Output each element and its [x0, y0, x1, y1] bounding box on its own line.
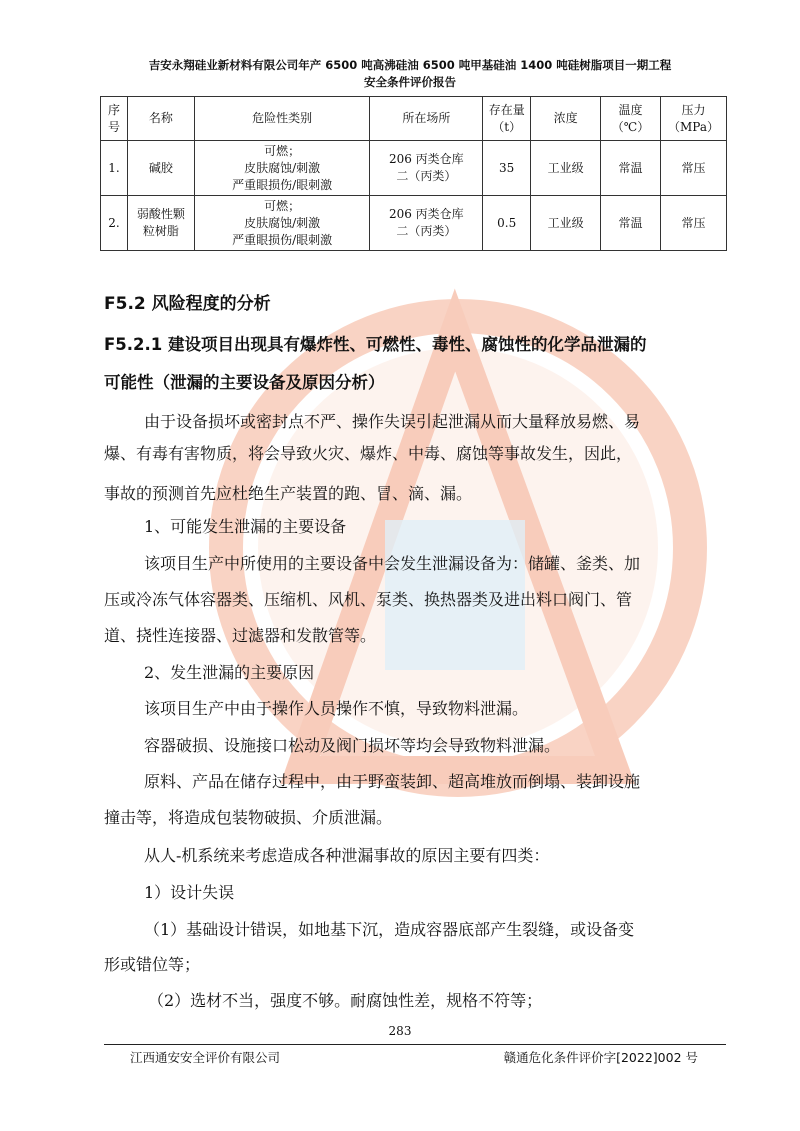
hazard-material-table — [100, 96, 727, 251]
footer-report-number: 赣通危化条件评价字[2022]002 号 — [503, 1050, 698, 1065]
cell-press: 常压 — [660, 141, 726, 196]
body-line: 撞击等，将造成包装物破损、介质泄漏。 — [104, 808, 393, 827]
footer-divider — [104, 1044, 726, 1045]
stamp-disc — [258, 348, 658, 748]
cell-amount: 0.5 — [483, 196, 531, 251]
body-line: 容器破损、设施接口松动及阀门损坏等均会导致物料泄漏。 — [144, 736, 561, 755]
cell-temp: 常温 — [601, 196, 661, 251]
col-hazard: 危险性类别 — [194, 97, 370, 141]
subsection-heading-line1: F5.2.1 建设项目出现具有爆炸性、可燃性、毒性、腐蚀性的化学品泄漏的 — [104, 335, 647, 354]
cell-temp: 常温 — [601, 141, 661, 196]
table-header-row — [101, 97, 727, 141]
col-name: 名称 — [127, 97, 194, 141]
body-line: 道、挠性连接器、过滤器和发散管等。 — [104, 626, 377, 645]
col-amount: 存在量（t） — [483, 97, 531, 141]
cell-amount: 35 — [483, 141, 531, 196]
cell-hazard: 可燃； 皮肤腐蚀/刺激 严重眼损伤/眼刺激 — [194, 141, 370, 196]
body-line: 2、发生泄漏的主要原因 — [144, 663, 315, 682]
body-line: 该项目生产中所使用的主要设备中会发生泄漏设备为：储罐、釜类、加 — [144, 554, 641, 573]
body-line: （1）基础设计错误，如地基下沉，造成容器底部产生裂缝，或设备变 — [144, 920, 635, 939]
table-row — [101, 141, 727, 196]
body-line: （2）选材不当，强度不够。耐腐蚀性差，规格不符等； — [148, 991, 543, 1010]
section-heading: F5.2 风险程度的分析 — [104, 294, 271, 314]
body-line: 1）设计失误 — [144, 883, 235, 902]
cell-no: 2. — [101, 196, 128, 251]
col-place: 所在场所 — [370, 97, 483, 141]
cell-place: 206 丙类仓库 二（丙类） — [370, 196, 483, 251]
report-header-title: 吉安永翔硅业新材料有限公司年产 6500 吨高沸硅油 6500 吨甲基硅油 1400 吨硅树脂项目一期工程 — [148, 58, 672, 72]
report-header-subtitle: 安全条件评价报告 — [364, 75, 456, 89]
footer-company: 江西通安安全评价有限公司 — [130, 1050, 281, 1065]
col-press: 压力（MPa） — [660, 97, 726, 141]
subsection-heading-line2: 可能性（泄漏的主要设备及原因分析） — [104, 373, 385, 392]
body-line: 压或冷冻气体容器类、压缩机、风机、泵类、换热器类及进出料口阀门、管 — [104, 590, 633, 609]
body-line: 形或错位等； — [104, 955, 201, 974]
table-row — [101, 196, 727, 251]
cell-place: 206 丙类仓库 二（丙类） — [370, 141, 483, 196]
body-line: 从人-机系统来考虑造成各种泄漏事故的原因主要有四类： — [144, 846, 550, 865]
cell-no: 1. — [101, 141, 128, 196]
cell-conc: 工业级 — [531, 196, 601, 251]
body-line: 事故的预测首先应杜绝生产装置的跑、冒、滴、漏。 — [104, 484, 473, 503]
cell-name: 弱酸性颗 粒树脂 — [127, 196, 194, 251]
body-line: 爆、有毒有害物质，将会导致火灾、爆炸、中毒、腐蚀等事故发生，因此， — [104, 444, 633, 463]
body-line: 1、可能发生泄漏的主要设备 — [144, 517, 347, 536]
body-line: 该项目生产中由于操作人员操作不慎，导致物料泄漏。 — [144, 699, 529, 718]
page-number: 283 — [388, 1024, 412, 1038]
col-conc: 浓度 — [531, 97, 601, 141]
body-line: 由于设备损坏或密封点不严、操作失误引起泄漏从而大量释放易燃、易 — [144, 412, 641, 431]
cell-hazard: 可燃； 皮肤腐蚀/刺激 严重眼损伤/眼刺激 — [194, 196, 370, 251]
body-line: 原料、产品在储存过程中，由于野蛮装卸、超高堆放而倒塌、装卸设施 — [144, 772, 641, 791]
cell-conc: 工业级 — [531, 141, 601, 196]
col-no: 序号 — [101, 97, 128, 141]
col-temp: 温度（℃） — [601, 97, 661, 141]
cell-press: 常压 — [660, 196, 726, 251]
cell-name: 碱胶 — [127, 141, 194, 196]
